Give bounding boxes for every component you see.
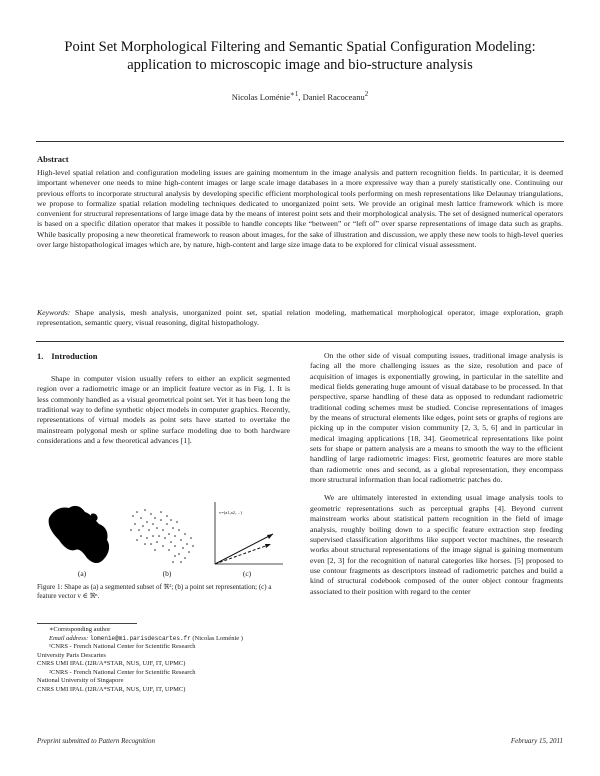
intro-paragraph-1: Shape in computer vision usually refers to either an explicit segmented region over a radiometric image or an implicit feature vector as in Fig. 1. It is less commonly handled as a visual geometrical point set. Yet it has been long the traditional way to define synthetic object models in computer graphics. Recently, representations of virtual models as point sets have started to overtake the mainstream polygonal mesh or spline surface modeling due to both hardware considerations and a few theoretical advances [1].: [37, 374, 290, 446]
footnotes: [37, 626, 290, 694]
footnote-2: ²CNRS - French National Center for Scientific Research: [49, 668, 196, 676]
keywords-text: Shape analysis, mesh analysis, unorganized point set, spatial relation modeling, mathematical morphological operator, image exploration, graph representation, semantic query, visual reasoning, digital histopathology.: [37, 308, 563, 328]
keywords-label: Keywords:: [37, 308, 71, 317]
section-title: Introduction: [51, 351, 98, 361]
author-1-mark: ∗1: [290, 90, 299, 98]
paper-title: [40, 38, 560, 74]
abstract-text: High-level spatial relation and configuration modeling issues are gaining momentum in the image analysis and pattern recognition fields. In particular, it is deemed important whenever one needs to mine high-content images or large scale image databases in a more expressive way than a purely statistically one. Continuing our previous efforts to incorporate structural analysis by developing specific efficient morphological tools performing on mesh representations like Delaunay triangulations, we propose to formalize spatial relation modeling techniques dedicated to unorganized point sets. We provide an original mesh lattice framework which is more convenient for structural representations of large image data by the means of interest point sets and their morphological analysis. The set of designed numerical operators is based on a specific dilation operator that makes it possible to handle concepts like “between” or “left of” over sparse representations of image data such as graphs. While basically proposing a new theoretical framework to reason about images, for the sake of illustration and discussion, we apply these new tools to high-level queries over large histopathological images which are, by nature, high-content and large size image data to be explored for clinical visual assessment.: [37, 168, 563, 249]
right-paragraph-1: On the other side of visual computing issues, traditional image analysis is facing all the more challenging issues as the size, resolution and pace of acquisition of images is exponentially growing, in particular in the satellite and medical fields generating huge amount of visual database to be processed. In that perspective, sparse handling of these data as opposed to redundant radiometric traditional coding schemes must be studied. Concise representations of images by the means of structural elements like edges, point sets or graphs of regions are picking up in the computer vision community [2, 3, 5, 6] and in particular in medical imaging applications [18, 34]. Geometrical representations like point sets for shape or pattern analysis are a means to smooth the way to the efficient handling of large radiometric images: First, geometric features are more stable than radiometric ones and second, as a global representation, they encompass more structural information than local radiometric patches do.: [310, 351, 563, 485]
email-label: Email address:: [49, 634, 89, 642]
right-paragraph-2: We are ultimately interested in extending usual image analysis tools to geometric representations such as perceptual graphs [4]. Beyond current mainstream works about statistical pattern recognition in the field of image analysis, roughly boiling down to a specific feature extraction step feeding supervised classification algorithms like support vector machines, the research works about structural representations of the image signal is gaining momentum even [2, 3] for the recognition of natural categories like horses. [5] proposed to use contour fragments as descriptors instead of radiometric patches and build a kind of structural codebook composed of the outer object contour fragments associated to their position with regard to the center: [310, 493, 563, 596]
abstract-top-rule: [36, 141, 564, 142]
footnote-rule: [37, 623, 137, 624]
figure-1-caption: Figure 1: Shape as (a) a segmented subset of ℜ²; (b) a point set representation; (c) a feature vector v ∈ ℜⁿ.: [37, 583, 272, 601]
title-line-1: Point Set Morphological Filtering and Semantic Spatial Configuration Modeling:: [64, 39, 536, 55]
footnote-email: [37, 635, 290, 644]
figure-label-c: (c): [242, 569, 252, 578]
section-heading-introduction: [37, 351, 98, 361]
abstract-bottom-rule: [36, 341, 564, 342]
keywords: [37, 308, 563, 329]
left-column: [37, 374, 290, 446]
footnote-1-affiliation: University Paris Descartes: [37, 651, 106, 659]
author-1: Nicolas Loménie: [231, 91, 291, 102]
footnote-1-lab: CNRS UMI IPAL (I2R/A*STAR, NUS, UJF, IT, UPMC): [37, 660, 186, 667]
email-suffix: (Nicolas Loménie ): [192, 634, 243, 642]
author-separator: , Daniel Racoceanu: [298, 91, 365, 102]
point-set-figure: [127, 500, 207, 568]
footnote-2-lab: CNRS UMI IPAL (I2R/A*STAR, NUS, UJF, IT, UPMC): [37, 685, 186, 693]
footnote-1: ¹CNRS - French National Center for Scientific Research: [49, 643, 196, 650]
author-list: [40, 89, 560, 102]
figure-label-a: (a): [77, 569, 87, 578]
feature-vector-figure: [209, 500, 285, 568]
section-number: 1.: [37, 351, 44, 361]
email-address[interactable]: lomenie@mi.parisdescartes.fr: [89, 634, 191, 642]
footer-date: February 15, 2011: [510, 737, 563, 745]
footnote-2-affiliation: National University of Singapore: [37, 677, 124, 684]
title-line-2: application to microscopic image and bio-structure analysis: [127, 57, 473, 73]
figure-label-b: (b): [162, 569, 172, 578]
right-column: [310, 351, 563, 597]
segmented-shape-figure: [47, 500, 117, 568]
abstract-heading: Abstract: [37, 154, 69, 164]
footnote-corresponding: ∗Corresponding author: [49, 626, 111, 633]
author-2-mark: 2: [364, 90, 369, 98]
feature-vector-text: v=(a1,a2,…): [219, 510, 243, 515]
footer-journal: Preprint submitted to Pattern Recognition: [37, 737, 155, 745]
figure-1: [37, 500, 290, 586]
